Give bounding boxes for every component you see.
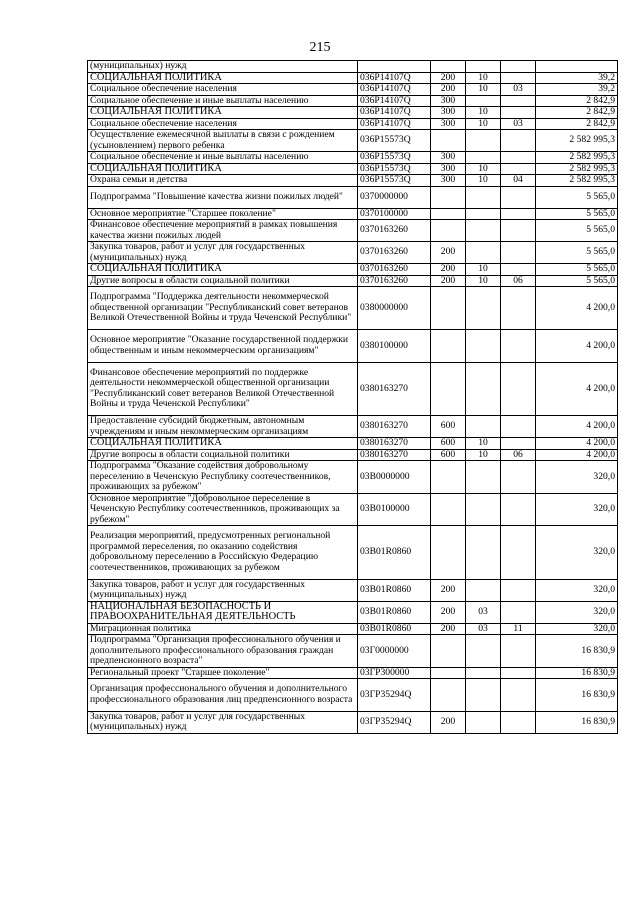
budget-table-body — [88, 61, 618, 734]
row-vr-cell: 300 — [431, 107, 466, 119]
row-code-cell: 03ГP35294Q — [358, 679, 431, 712]
row-sum-cell: 2 842,9 — [536, 107, 618, 119]
table-row — [88, 438, 618, 450]
row-rz-cell — [466, 711, 501, 733]
row-name-cell: Реализация мероприятий, предусмотренных региональной программой переселения, по оказанию содействия добровольному переселению в Российскую Федерацию соотечественников, проживающих за рубежом — [88, 526, 358, 580]
row-rz-cell: 10 — [466, 163, 501, 175]
table-row — [88, 95, 618, 107]
row-code-cell: 036P15573Q — [358, 163, 431, 175]
row-code-cell: 0370163260 — [358, 275, 431, 287]
row-code-cell: 0370163260 — [358, 220, 431, 242]
row-rz-cell — [466, 635, 501, 668]
row-name-cell: Охрана семьи и детства — [88, 175, 358, 187]
row-rz-cell: 10 — [466, 449, 501, 461]
row-pr-cell — [501, 667, 536, 679]
row-pr-cell — [501, 287, 536, 330]
row-vr-cell: 300 — [431, 152, 466, 164]
row-code-cell: 03B01R0860 — [358, 601, 431, 623]
row-rz-cell — [466, 130, 501, 152]
row-pr-cell — [501, 579, 536, 601]
row-code-cell: 03ГP300000 — [358, 667, 431, 679]
table-row — [88, 416, 618, 438]
table-row — [88, 679, 618, 712]
row-sum-cell: 2 582 995,3 — [536, 163, 618, 175]
row-sum-cell: 16 830,9 — [536, 635, 618, 668]
row-sum-cell: 2 842,9 — [536, 118, 618, 130]
row-vr-cell: 200 — [431, 72, 466, 84]
row-vr-cell: 200 — [431, 601, 466, 623]
row-vr-cell — [431, 130, 466, 152]
row-pr-cell — [501, 711, 536, 733]
row-code-cell: 0370163260 — [358, 242, 431, 264]
row-name-cell: Закупка товаров, работ и услуг для государственных (муниципальных) нужд — [88, 711, 358, 733]
row-sum-cell: 2 582 995,3 — [536, 152, 618, 164]
row-rz-cell: 03 — [466, 623, 501, 635]
row-sum-cell: 4 200,0 — [536, 287, 618, 330]
row-sum-cell: 4 200,0 — [536, 362, 618, 416]
row-name-cell: Подпрограмма "Оказание содействия добровольному переселению в Чеченскую Республику соотечественников, проживающих за рубежом" — [88, 461, 358, 494]
row-name-cell: Социальное обеспечение населения — [88, 118, 358, 130]
row-vr-cell — [431, 186, 466, 208]
row-code-cell: 03ГP35294Q — [358, 711, 431, 733]
row-pr-cell — [501, 61, 536, 73]
row-pr-cell — [501, 438, 536, 450]
row-rz-cell: 10 — [466, 84, 501, 96]
row-name-cell: Финансовое обеспечение мероприятий в рамках повышения качества жизни пожилых людей — [88, 220, 358, 242]
row-sum-cell: 16 830,9 — [536, 711, 618, 733]
row-rz-cell: 10 — [466, 175, 501, 187]
row-pr-cell — [501, 130, 536, 152]
row-pr-cell — [501, 72, 536, 84]
row-sum-cell: 39,2 — [536, 72, 618, 84]
row-sum-cell: 5 565,0 — [536, 220, 618, 242]
row-sum-cell: 5 565,0 — [536, 186, 618, 208]
row-pr-cell: 06 — [501, 449, 536, 461]
table-row — [88, 186, 618, 208]
row-pr-cell — [501, 526, 536, 580]
row-sum-cell: 2 842,9 — [536, 95, 618, 107]
row-name-cell: (муниципальных) нужд — [88, 61, 358, 73]
row-code-cell: 0380163270 — [358, 362, 431, 416]
table-row — [88, 72, 618, 84]
row-rz-cell — [466, 61, 501, 73]
row-code-cell: 03B0100000 — [358, 493, 431, 526]
row-rz-cell — [466, 526, 501, 580]
row-name-cell: Региональный проект "Старшее поколение" — [88, 667, 358, 679]
row-code-cell: 036P14107Q — [358, 72, 431, 84]
row-pr-cell — [501, 152, 536, 164]
row-name-cell: Предоставление субсидий бюджетным, автономным учреждениям и иным некоммерческим организациям — [88, 416, 358, 438]
table-row — [88, 635, 618, 668]
row-sum-cell: 320,0 — [536, 579, 618, 601]
row-name-cell: Закупка товаров, работ и услуг для государственных (муниципальных) нужд — [88, 242, 358, 264]
table-row — [88, 493, 618, 526]
row-code-cell — [358, 61, 431, 73]
row-pr-cell — [501, 163, 536, 175]
row-pr-cell — [501, 107, 536, 119]
row-rz-cell — [466, 667, 501, 679]
row-name-cell: СОЦИАЛЬНАЯ ПОЛИТИКА — [88, 264, 358, 276]
row-name-cell: СОЦИАЛЬНАЯ ПОЛИТИКА — [88, 163, 358, 175]
table-row — [88, 711, 618, 733]
row-name-cell: Основное мероприятие "Старшее поколение" — [88, 208, 358, 220]
row-code-cell: 0380163270 — [358, 438, 431, 450]
row-pr-cell — [501, 461, 536, 494]
row-pr-cell: 04 — [501, 175, 536, 187]
row-pr-cell: 06 — [501, 275, 536, 287]
row-name-cell: НАЦИОНАЛЬНАЯ БЕЗОПАСНОСТЬ И ПРАВООХРАНИТЕЛЬНАЯ ДЕЯТЕЛЬНОСТЬ — [88, 601, 358, 623]
table-row — [88, 601, 618, 623]
row-pr-cell — [501, 208, 536, 220]
table-row — [88, 208, 618, 220]
row-name-cell: Социальное обеспечение и иные выплаты населению — [88, 152, 358, 164]
row-vr-cell: 200 — [431, 623, 466, 635]
table-row — [88, 461, 618, 494]
row-rz-cell — [466, 679, 501, 712]
row-name-cell: Финансовое обеспечение мероприятий по поддержке деятельности некоммерческой общественной организации "Республиканский совет ветеранов Великой Отечественной Войны и труда Чеченской Республики" — [88, 362, 358, 416]
row-pr-cell — [501, 601, 536, 623]
row-sum-cell: 16 830,9 — [536, 667, 618, 679]
row-code-cell: 0370100000 — [358, 208, 431, 220]
table-row — [88, 242, 618, 264]
row-rz-cell: 10 — [466, 438, 501, 450]
row-code-cell: 036P15573Q — [358, 152, 431, 164]
row-rz-cell — [466, 493, 501, 526]
row-sum-cell: 16 830,9 — [536, 679, 618, 712]
row-rz-cell: 10 — [466, 275, 501, 287]
row-pr-cell — [501, 416, 536, 438]
table-row — [88, 61, 618, 73]
row-rz-cell — [466, 95, 501, 107]
row-rz-cell — [466, 579, 501, 601]
row-sum-cell — [536, 61, 618, 73]
row-sum-cell: 320,0 — [536, 601, 618, 623]
row-pr-cell: 03 — [501, 84, 536, 96]
row-vr-cell: 600 — [431, 449, 466, 461]
row-sum-cell: 320,0 — [536, 493, 618, 526]
row-sum-cell: 320,0 — [536, 461, 618, 494]
row-name-cell: Миграционная политика — [88, 623, 358, 635]
row-name-cell: Организация профессионального обучения и дополнительного профессионального образования лиц предпенсионного возраста — [88, 679, 358, 712]
row-pr-cell — [501, 186, 536, 208]
row-vr-cell — [431, 287, 466, 330]
row-code-cell: 03B01R0860 — [358, 526, 431, 580]
row-sum-cell: 2 582 995,3 — [536, 175, 618, 187]
row-code-cell: 03B0000000 — [358, 461, 431, 494]
row-rz-cell — [466, 362, 501, 416]
row-sum-cell: 5 565,0 — [536, 275, 618, 287]
row-sum-cell: 4 200,0 — [536, 416, 618, 438]
budget-table — [87, 60, 618, 734]
table-row — [88, 220, 618, 242]
row-name-cell: СОЦИАЛЬНАЯ ПОЛИТИКА — [88, 72, 358, 84]
row-vr-cell — [431, 61, 466, 73]
row-rz-cell — [466, 186, 501, 208]
row-pr-cell — [501, 95, 536, 107]
row-rz-cell — [466, 461, 501, 494]
table-row — [88, 163, 618, 175]
row-name-cell: Другие вопросы в области социальной политики — [88, 275, 358, 287]
row-vr-cell: 300 — [431, 95, 466, 107]
table-row — [88, 623, 618, 635]
row-code-cell: 0380100000 — [358, 330, 431, 363]
row-sum-cell: 39,2 — [536, 84, 618, 96]
table-row — [88, 579, 618, 601]
row-rz-cell: 03 — [466, 601, 501, 623]
row-vr-cell: 300 — [431, 118, 466, 130]
table-row — [88, 84, 618, 96]
row-rz-cell — [466, 152, 501, 164]
row-sum-cell: 5 565,0 — [536, 208, 618, 220]
row-name-cell: Социальное обеспечение населения — [88, 84, 358, 96]
row-name-cell: Основное мероприятие "Добровольное переселение в Чеченскую Республику соотечественников, проживающих за рубежом" — [88, 493, 358, 526]
row-vr-cell — [431, 208, 466, 220]
row-sum-cell: 2 582 995,3 — [536, 130, 618, 152]
table-row — [88, 264, 618, 276]
row-code-cell: 036P14107Q — [358, 84, 431, 96]
row-vr-cell: 200 — [431, 275, 466, 287]
table-row — [88, 667, 618, 679]
row-code-cell: 0380163270 — [358, 449, 431, 461]
row-vr-cell: 300 — [431, 163, 466, 175]
row-code-cell: 03B01R0860 — [358, 579, 431, 601]
row-vr-cell: 200 — [431, 242, 466, 264]
row-vr-cell — [431, 635, 466, 668]
row-code-cell: 036P14107Q — [358, 95, 431, 107]
table-row — [88, 526, 618, 580]
row-rz-cell: 10 — [466, 118, 501, 130]
row-name-cell: СОЦИАЛЬНАЯ ПОЛИТИКА — [88, 438, 358, 450]
row-code-cell: 0370163260 — [358, 264, 431, 276]
row-pr-cell: 03 — [501, 118, 536, 130]
table-row — [88, 330, 618, 363]
row-sum-cell: 5 565,0 — [536, 264, 618, 276]
row-code-cell: 036P14107Q — [358, 118, 431, 130]
row-pr-cell — [501, 679, 536, 712]
row-code-cell: 03Г0000000 — [358, 635, 431, 668]
row-code-cell: 0380163270 — [358, 416, 431, 438]
row-pr-cell — [501, 362, 536, 416]
row-rz-cell — [466, 242, 501, 264]
row-name-cell: Социальное обеспечение и иные выплаты населению — [88, 95, 358, 107]
row-sum-cell: 5 565,0 — [536, 242, 618, 264]
table-row — [88, 152, 618, 164]
row-code-cell: 0370000000 — [358, 186, 431, 208]
row-vr-cell — [431, 362, 466, 416]
row-vr-cell: 600 — [431, 416, 466, 438]
row-vr-cell: 600 — [431, 438, 466, 450]
row-rz-cell — [466, 416, 501, 438]
row-name-cell: Подпрограмма "Повышение качества жизни пожилых людей" — [88, 186, 358, 208]
row-code-cell: 03B01R0860 — [358, 623, 431, 635]
row-code-cell: 0380000000 — [358, 287, 431, 330]
row-pr-cell — [501, 635, 536, 668]
row-vr-cell — [431, 667, 466, 679]
row-vr-cell — [431, 461, 466, 494]
table-row — [88, 275, 618, 287]
row-pr-cell — [501, 220, 536, 242]
row-sum-cell: 4 200,0 — [536, 449, 618, 461]
row-code-cell: 036P15573Q — [358, 130, 431, 152]
table-row — [88, 130, 618, 152]
row-rz-cell: 10 — [466, 72, 501, 84]
row-pr-cell: 11 — [501, 623, 536, 635]
row-sum-cell: 320,0 — [536, 526, 618, 580]
row-code-cell: 036P15573Q — [358, 175, 431, 187]
row-vr-cell — [431, 493, 466, 526]
page-number: 215 — [309, 40, 331, 55]
row-sum-cell: 4 200,0 — [536, 330, 618, 363]
row-name-cell: Осуществление ежемесячной выплаты в связи с рождением (усыновлением) первого ребенка — [88, 130, 358, 152]
row-vr-cell: 200 — [431, 84, 466, 96]
row-vr-cell: 200 — [431, 711, 466, 733]
row-name-cell: Другие вопросы в области социальной политики — [88, 449, 358, 461]
row-pr-cell — [501, 242, 536, 264]
row-vr-cell: 200 — [431, 264, 466, 276]
row-rz-cell — [466, 208, 501, 220]
row-rz-cell — [466, 287, 501, 330]
row-rz-cell — [466, 330, 501, 363]
row-name-cell: Закупка товаров, работ и услуг для государственных (муниципальных) нужд — [88, 579, 358, 601]
table-row — [88, 175, 618, 187]
row-name-cell: Основное мероприятие "Оказание государственной поддержки общественным и иным некоммерческим организациям" — [88, 330, 358, 363]
row-sum-cell: 4 200,0 — [536, 438, 618, 450]
row-rz-cell: 10 — [466, 107, 501, 119]
row-pr-cell — [501, 493, 536, 526]
table-row — [88, 118, 618, 130]
table-row — [88, 107, 618, 119]
row-name-cell: СОЦИАЛЬНАЯ ПОЛИТИКА — [88, 107, 358, 119]
row-vr-cell: 300 — [431, 175, 466, 187]
row-pr-cell — [501, 264, 536, 276]
row-name-cell: Подпрограмма "Поддержка деятельности некоммерческой общественной организации "Республиканский совет ветеранов Великой Отечественной Войны и труда Чеченской Республики" — [88, 287, 358, 330]
row-sum-cell: 320,0 — [536, 623, 618, 635]
row-vr-cell — [431, 220, 466, 242]
table-row — [88, 449, 618, 461]
row-rz-cell — [466, 220, 501, 242]
row-code-cell: 036P14107Q — [358, 107, 431, 119]
row-rz-cell: 10 — [466, 264, 501, 276]
row-vr-cell — [431, 679, 466, 712]
row-vr-cell: 200 — [431, 579, 466, 601]
table-row — [88, 287, 618, 330]
row-vr-cell — [431, 526, 466, 580]
table-row — [88, 362, 618, 416]
row-name-cell: Подпрограмма "Организация профессионального обучения и дополнительного профессионального образования граждан предпенсионного возраста" — [88, 635, 358, 668]
row-vr-cell — [431, 330, 466, 363]
row-pr-cell — [501, 330, 536, 363]
